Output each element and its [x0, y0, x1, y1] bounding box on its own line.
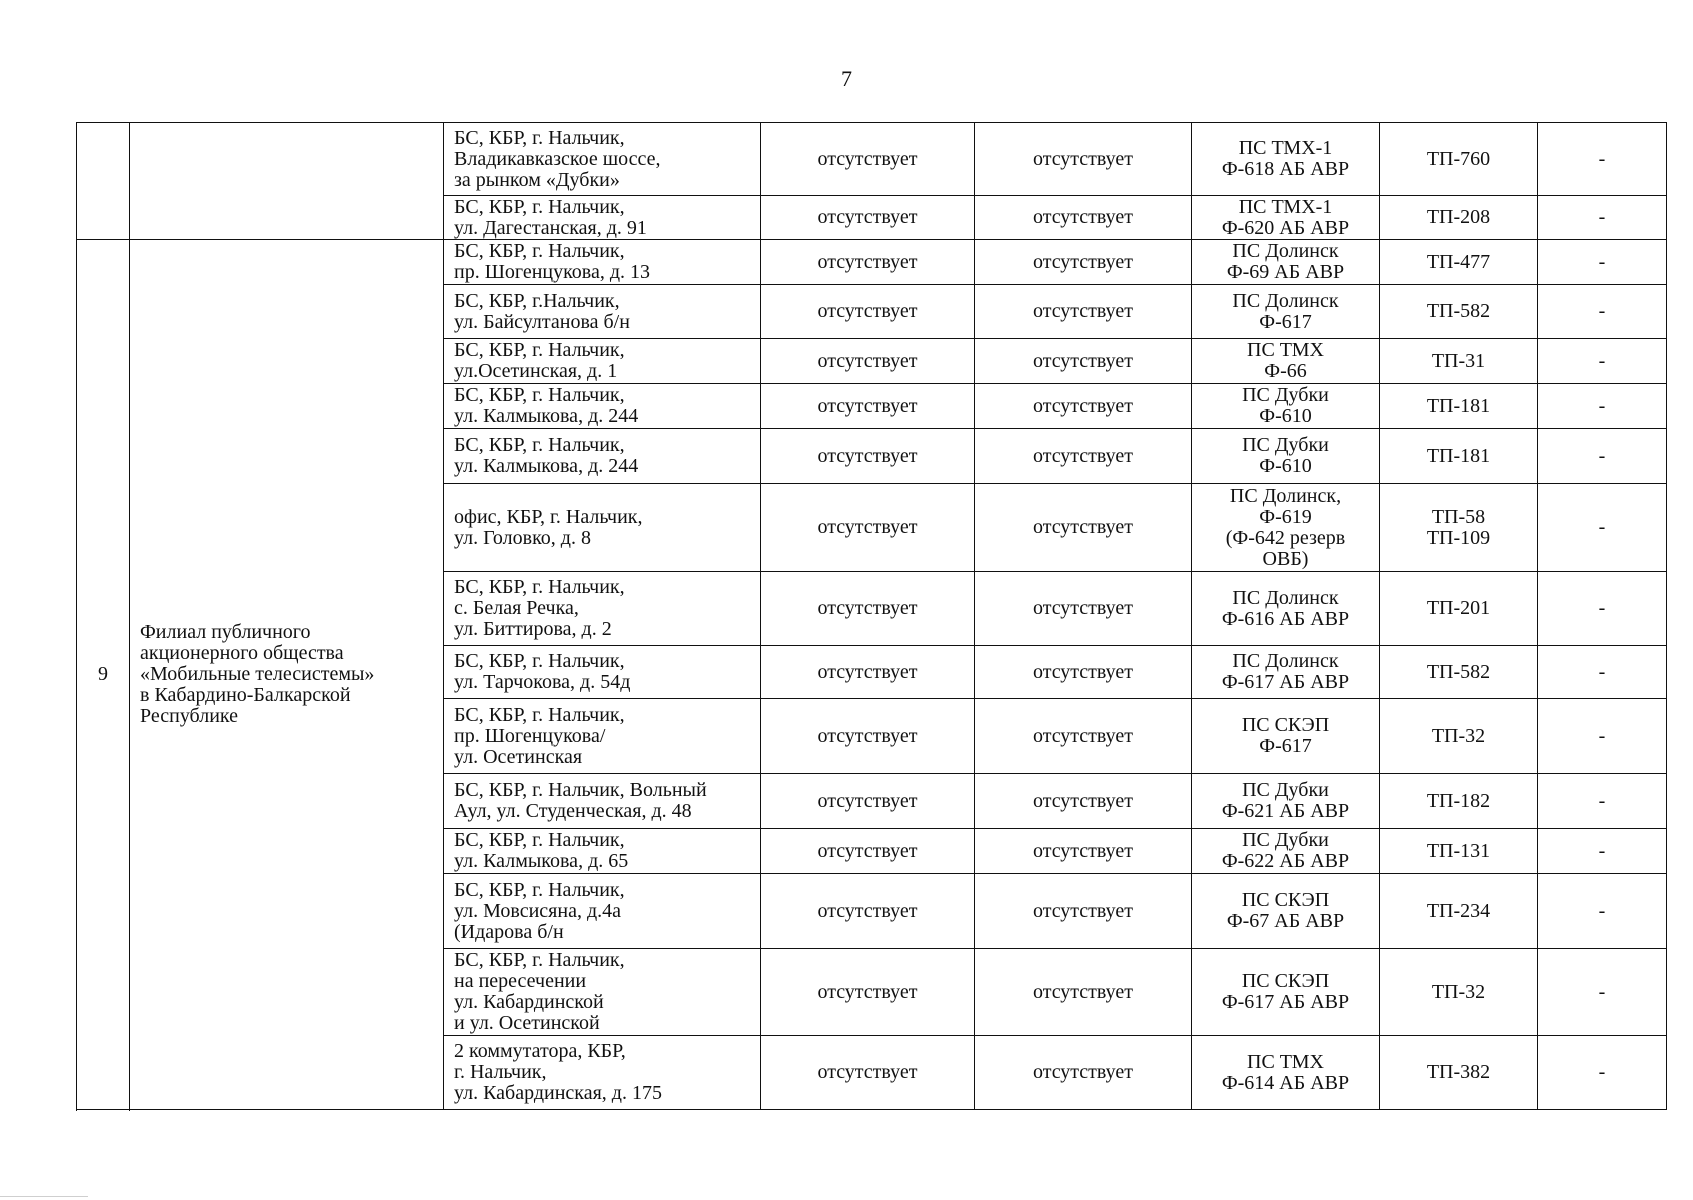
col-b-cell: отсутствует — [975, 646, 1192, 699]
address-cell: БС, КБР, г. Нальчик, ул. Мовсисяна, д.4а (Идарова б/н — [444, 874, 761, 949]
col-b-cell: отсутствует — [975, 123, 1192, 196]
substation-cell: ПС СКЭП Ф-617 АБ АВР — [1192, 949, 1380, 1036]
col-b-cell: отсутствует — [975, 699, 1192, 774]
reserve-cell: - — [1538, 196, 1667, 240]
col-a-cell: отсутствует — [761, 240, 975, 285]
col-a-cell: отсутствует — [761, 384, 975, 429]
col-a-cell: отсутствует — [761, 339, 975, 384]
reserve-cell: - — [1538, 339, 1667, 384]
substation-cell: ПС Долинск Ф-69 АБ АВР — [1192, 240, 1380, 285]
col-b-cell: отсутствует — [975, 196, 1192, 240]
reserve-cell: - — [1538, 646, 1667, 699]
col-a-cell: отсутствует — [761, 699, 975, 774]
substation-cell: ПС ТМХ-1 Ф-620 АБ АВР — [1192, 196, 1380, 240]
col-a-cell: отсутствует — [761, 429, 975, 484]
col-b-cell: отсутствует — [975, 572, 1192, 646]
reserve-cell: - — [1538, 1036, 1667, 1110]
substation-cell: ПС СКЭП Ф-617 — [1192, 699, 1380, 774]
substation-cell: ПС ТМХ-1 Ф-618 АБ АВР — [1192, 123, 1380, 196]
tp-cell: ТП-382 — [1380, 1036, 1538, 1110]
organization-cell — [130, 240, 444, 1110]
address-cell: БС, КБР, г. Нальчик, ул. Калмыкова, д. 244 — [444, 384, 761, 429]
table-row — [77, 240, 1667, 285]
scan-edge-mark — [0, 1196, 88, 1200]
col-a-cell: отсутствует — [761, 874, 975, 949]
tp-cell: ТП-582 — [1380, 646, 1538, 699]
tp-cell: ТП-234 — [1380, 874, 1538, 949]
col-a-cell: отсутствует — [761, 774, 975, 829]
tp-cell: ТП-208 — [1380, 196, 1538, 240]
col-a-cell: отсутствует — [761, 646, 975, 699]
reserve-cell: - — [1538, 874, 1667, 949]
col-b-cell: отсутствует — [975, 829, 1192, 874]
address-cell: БС, КБР, г. Нальчик, с. Белая Речка, ул. Биттирова, д. 2 — [444, 572, 761, 646]
address-cell: БС, КБР, г. Нальчик, Владикавказское шоссе, за рынком «Дубки» — [444, 123, 761, 196]
tp-cell: ТП-31 — [1380, 339, 1538, 384]
substation-cell: ПС Дубки Ф-610 — [1192, 429, 1380, 484]
address-cell: БС, КБР, г. Нальчик, ул. Тарчокова, д. 54д — [444, 646, 761, 699]
address-cell: БС, КБР, г. Нальчик, пр. Шогенцукова/ ул. Осетинская — [444, 699, 761, 774]
col-a-cell: отсутствует — [761, 829, 975, 874]
tp-cell: ТП-760 — [1380, 123, 1538, 196]
address-cell: БС, КБР, г. Нальчик, ул. Дагестанская, д. 91 — [444, 196, 761, 240]
row-number-empty — [77, 123, 130, 240]
col-b-cell: отсутствует — [975, 339, 1192, 384]
address-cell: БС, КБР, г. Нальчик, ул.Осетинская, д. 1 — [444, 339, 761, 384]
tp-cell: ТП-582 — [1380, 285, 1538, 339]
reserve-cell: - — [1538, 285, 1667, 339]
address-cell: БС, КБР, г. Нальчик, ул. Калмыкова, д. 244 — [444, 429, 761, 484]
tp-cell: ТП-32 — [1380, 699, 1538, 774]
col-b-cell: отсутствует — [975, 774, 1192, 829]
col-a-cell: отсутствует — [761, 285, 975, 339]
col-b-cell: отсутствует — [975, 429, 1192, 484]
col-b-cell: отсутствует — [975, 874, 1192, 949]
col-b-cell: отсутствует — [975, 1036, 1192, 1110]
address-cell: БС, КБР, г. Нальчик, Вольный Аул, ул. Студенческая, д. 48 — [444, 774, 761, 829]
reserve-cell: - — [1538, 774, 1667, 829]
col-a-cell: отсутствует — [761, 572, 975, 646]
tp-cell: ТП-182 — [1380, 774, 1538, 829]
col-a-cell: отсутствует — [761, 196, 975, 240]
table-row — [77, 123, 1667, 196]
tp-cell: ТП-32 — [1380, 949, 1538, 1036]
col-b-cell: отсутствует — [975, 384, 1192, 429]
col-b-cell: отсутствует — [975, 285, 1192, 339]
address-cell: БС, КБР, г. Нальчик, пр. Шогенцукова, д. 13 — [444, 240, 761, 285]
tp-cell: ТП-477 — [1380, 240, 1538, 285]
data-table — [76, 122, 1667, 1110]
col-a-cell: отсутствует — [761, 949, 975, 1036]
col-a-cell: отсутствует — [761, 484, 975, 572]
substation-cell: ПС ТМХ Ф-66 — [1192, 339, 1380, 384]
col-b-cell: отсутствует — [975, 484, 1192, 572]
reserve-cell: - — [1538, 384, 1667, 429]
substation-cell: ПС Дубки Ф-622 АБ АВР — [1192, 829, 1380, 874]
col-a-cell: отсутствует — [761, 1036, 975, 1110]
reserve-cell: - — [1538, 572, 1667, 646]
reserve-cell: - — [1538, 429, 1667, 484]
tp-cell: ТП-131 — [1380, 829, 1538, 874]
tp-cell: ТП-201 — [1380, 572, 1538, 646]
reserve-cell: - — [1538, 699, 1667, 774]
substation-cell: ПС СКЭП Ф-67 АБ АВР — [1192, 874, 1380, 949]
substation-cell: ПС ТМХ Ф-614 АБ АВР — [1192, 1036, 1380, 1110]
substation-cell: ПС Дубки Ф-610 — [1192, 384, 1380, 429]
col-b-cell: отсутствует — [975, 949, 1192, 1036]
col-b-cell: отсутствует — [975, 240, 1192, 285]
tp-cell: ТП-181 — [1380, 429, 1538, 484]
address-cell: БС, КБР, г.Нальчик, ул. Байсултанова б/н — [444, 285, 761, 339]
substation-cell: ПС Долинск Ф-616 АБ АВР — [1192, 572, 1380, 646]
substation-cell: ПС Долинск Ф-617 — [1192, 285, 1380, 339]
reserve-cell: - — [1538, 949, 1667, 1036]
organization-name: Филиал публичного акционерного общества «Мобильные телесистемы» в Кабардино-Балкарской Республике — [140, 621, 375, 727]
row-number: 9 — [77, 240, 130, 1110]
address-cell: БС, КБР, г. Нальчик, на пересечении ул. Кабардинской и ул. Осетинской — [444, 949, 761, 1036]
reserve-cell: - — [1538, 484, 1667, 572]
tp-cell: ТП-181 — [1380, 384, 1538, 429]
reserve-cell: - — [1538, 829, 1667, 874]
reserve-cell: - — [1538, 123, 1667, 196]
col-a-cell: отсутствует — [761, 123, 975, 196]
address-cell: БС, КБР, г. Нальчик, ул. Калмыкова, д. 65 — [444, 829, 761, 874]
reserve-cell: - — [1538, 240, 1667, 285]
tp-cell: ТП-58 ТП-109 — [1380, 484, 1538, 572]
organization-empty — [130, 123, 444, 240]
substation-cell: ПС Дубки Ф-621 АБ АВР — [1192, 774, 1380, 829]
page-number: 7 — [841, 66, 852, 91]
address-cell: 2 коммутатора, КБР, г. Нальчик, ул. Кабардинская, д. 175 — [444, 1036, 761, 1110]
substation-cell: ПС Долинск, Ф-619 (Ф-642 резерв ОВБ) — [1192, 484, 1380, 572]
substation-cell: ПС Долинск Ф-617 АБ АВР — [1192, 646, 1380, 699]
address-cell: офис, КБР, г. Нальчик, ул. Головко, д. 8 — [444, 484, 761, 572]
